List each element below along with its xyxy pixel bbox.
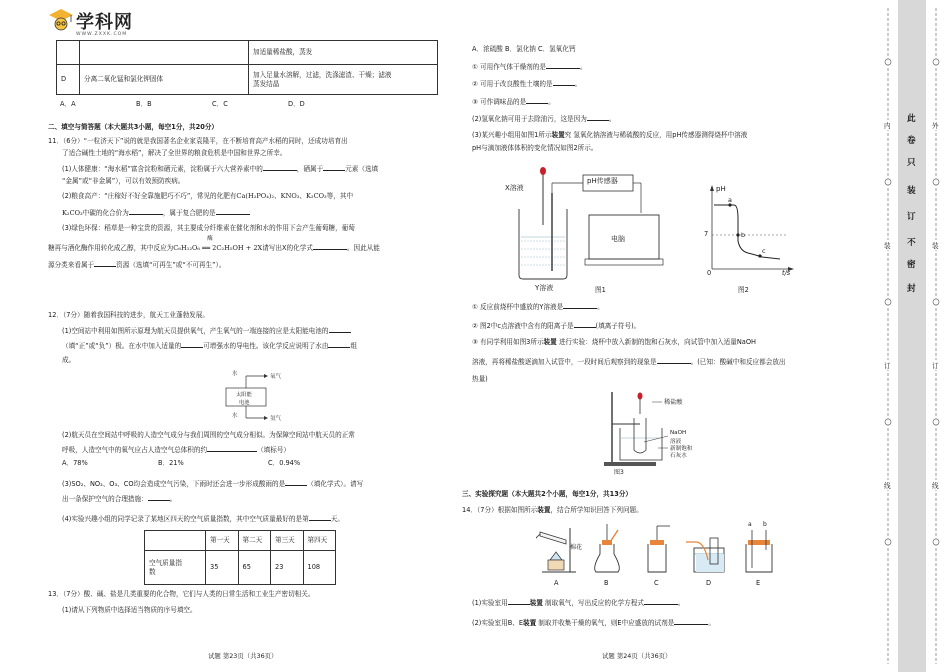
air-quality-table: 第一天 第二天 第三天 第四天 空气质量指 数 35 65 23 108 — [144, 530, 336, 585]
top-options: A．A B．B C．C D．D — [60, 100, 305, 108]
question-14-parts: (1)实验室用 装置 制取氧气，写出反应的化学方程式 。 (2)实验室用B、E装置 制取并收集干燥的氧气，则E中应盛放的试剂是 。 — [472, 599, 715, 627]
answer-blank[interactable] — [181, 340, 203, 348]
answer-blank[interactable] — [328, 340, 350, 348]
mortarboard-icon — [48, 8, 74, 32]
ph-curve-chart — [700, 183, 800, 283]
table-cell: 加入足量水溶解，过滤，洗涤滤渣、干燥；滤液 蒸发结晶 — [249, 65, 438, 95]
question-14: 14．（7分）根据如图所示装置，结合所学知识回答下列问题。 — [462, 506, 643, 514]
table-cell: 加适量稀盐酸，蒸发 — [249, 41, 438, 65]
question-12-cont: (2)航天员在空间站中呼吸的人造空气成分与我们周围的空气成分相似。为保障空间站中航天员的正常 呼吸，人造空气中的氧气应占人造空气总体积的约 （填标号） A．78% B．21% C．0.94% (3)SO₂、NO₂、O₃、CO均会造成空气污染，下雨时还会进一步形成酸雨的是 （填化学式）。请写 出一条保护空气的合理措施： 。 (4)实验兴趣小组的同学记录了某地区四天的空气质量指数，其中空气质量最好的是第 天。 — [62, 431, 364, 523]
answer-blank[interactable] — [216, 207, 250, 215]
answer-blank[interactable] — [657, 356, 691, 364]
answer-blank[interactable] — [313, 242, 347, 250]
answer-blank[interactable] — [526, 96, 548, 104]
figure-1: X溶液 pH传感器 电脑 Y溶液 图1 — [505, 163, 675, 295]
answer-blank[interactable] — [563, 301, 597, 309]
answer-blank[interactable] — [546, 61, 580, 69]
left-column — [44, 40, 456, 108]
logo-url: WWW.ZXXK.COM — [76, 32, 128, 37]
answer-blank[interactable] — [323, 163, 345, 171]
figure-3: 稀盐酸 NaOH 溶液 新制饱和 石灰水 图3 — [600, 388, 730, 476]
answer-blank[interactable] — [644, 597, 678, 605]
logo-name: 学科网 — [76, 12, 133, 33]
right-text-top: A．浓硫酸 B．氯化钠 C．氢氧化钙 ① 可用作气体干燥剂的是 。 ② 可用于改良酸性土壤的是 。 ③ 可作调味品的是 。 (2)氢氧化钠可用于去除油污，这是因为 。 (3)某兴趣小组用如图1所示装置究 氢氧化钠溶液与稀硫酸的反应，用pH传感器测得烧杯中溶液 pH与滴加液体体积的变化情况如图2所示。 — [472, 45, 748, 152]
top-table — [56, 40, 438, 95]
section-2-title: 二、填空与简答题（本大题共3小题，每空1分，共20分） — [48, 123, 219, 131]
answer-blank[interactable] — [674, 617, 708, 625]
question-12: 12．（7分）随着我国科技的进步，航天工业蓬勃发展。 (1)空间站中利用如图所示原理为航天员提供氧气，产生氧气的一端连接的应是太阳能电池的 （填“正”或“负”）极。在水中加入适量的 可增强水的导电性。该化学反应说明了水由 组 成。 — [48, 311, 358, 364]
table-cell: 65 — [238, 551, 271, 585]
footer-right: 试题 第24页（共36页） — [602, 652, 672, 660]
table-cell: D — [57, 65, 80, 95]
apparatus-row: 棉花 a b A B C D E — [536, 520, 786, 588]
answer-blank[interactable] — [207, 444, 257, 452]
binding-gutter: 内 装 订 线 外 装 订 线 此 卷 只 装 订 不 密 封 — [870, 0, 950, 672]
answer-blank[interactable] — [263, 163, 297, 171]
question-11: 11．（6分）“一粒济天下”说的就是我国著名企业家袁隆平，在不断培育高产水稻的同时，还成功培育出 了适合碱性土地的“海水稻”，解决了全世界的粮食危机是中国和世界之所幸。 (1)人体健康：“海水稻”富含淀粉和硒元素，淀粉属于六大营养素中的 ，硒属于 元素（选填 “金属”或“非金属”），可以有效预防疾病。 (2)粮食高产：“庄稼好不好全靠施肥巧不巧”，常见的化肥有Ca(H₂PO₄)₂、KNO₃、K₂CO₃等，其中 K₂CO₃中碳的化合价为 ，属于复合肥的是 (3)绿色环保：稻草是一种宝贵的资源，其主要成分纤维素在催化剂和水的作用下会产生葡萄糖，葡萄 糖再与酒化酶作用转化成乙醇，其中反应为 酶 C₆H₁₂O₆ ══ 2C₂H₅OH + 2X请写出X的化学式 。因此从能 源分类来看属于 资源（选填“可再生”或“不可再生”）。 — [48, 137, 380, 269]
figure-2: pH 7 0 t/s a b c 图2 — [700, 183, 800, 295]
table-cell: 35 — [206, 551, 239, 585]
answer-blank[interactable] — [574, 320, 596, 328]
answer-blank[interactable] — [309, 513, 331, 521]
footer-left: 试题 第23页（共36页） — [208, 652, 278, 660]
answer-blank[interactable] — [148, 493, 170, 501]
answer-blank[interactable] — [285, 478, 307, 486]
answer-blank[interactable] — [553, 78, 575, 86]
right-text-mid: ① 反应前烧杯中盛放的Y溶液是 。 ② 图2中c点溶液中含有的阳离子是 (填离子符号)。 ③ 有同学利用如图3所示装置 进行实验：烧杯中放入新制的饱和石灰水，向试管中加入适量NaOH 溶液，再将稀盐酸逐滴加入试管中，一段时间后观察到的现象是 。(已知：酸碱中和反应都会放出 热量) — [472, 303, 786, 384]
table-cell: 分离二氧化锰和氯化钾固体 — [80, 65, 249, 95]
answer-blank[interactable] — [329, 325, 351, 333]
answer-blank[interactable] — [129, 207, 163, 215]
answer-blank[interactable] — [94, 259, 116, 267]
electrolysis-figure: 水 氧气 太阳能 电池 水 氢气 — [190, 368, 310, 424]
question-13: 13．（7分）酸、碱、盐是几类重要的化合物，它们与人类的日常生活和工业生产密切相关。 (1)请从下列物质中选择适当物质的序号填空。 — [48, 590, 315, 614]
table-cell: 23 — [271, 551, 304, 585]
answer-blank[interactable] — [587, 113, 609, 121]
logo — [48, 6, 158, 38]
answer-blank[interactable] — [508, 597, 530, 605]
table-cell: 108 — [303, 551, 336, 585]
gutter-lines — [870, 0, 950, 672]
section-3-title: 三、实验探究题（本大题共2个小题，每空1分，共13分） — [462, 490, 633, 498]
